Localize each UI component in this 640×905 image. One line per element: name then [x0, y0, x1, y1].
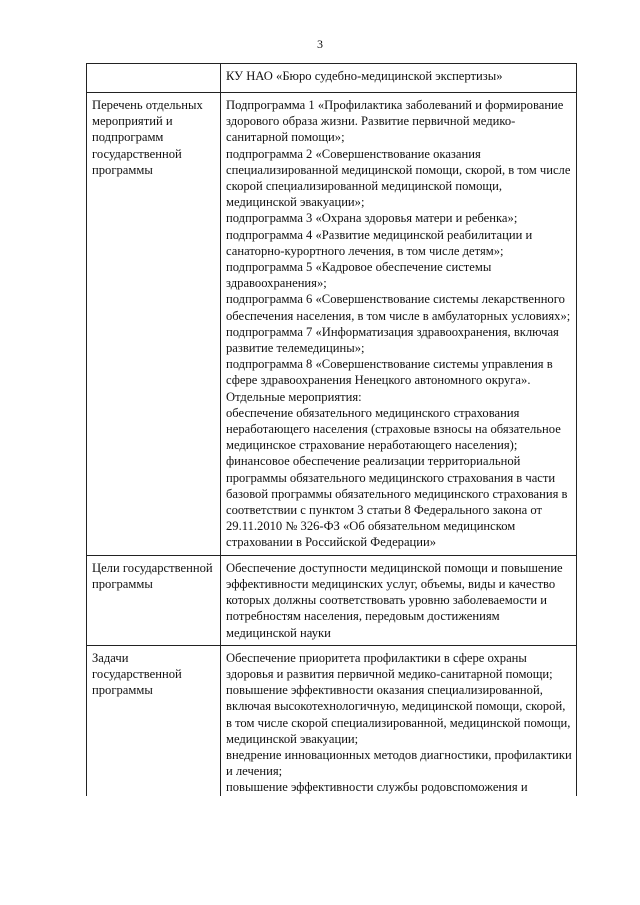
- content-line: внедрение инновационных методов диагностики, профилактики и лечения;: [226, 747, 572, 779]
- content-line: повышение эффективности оказания специализированной, включая высокотехнологичную, медицинской помощи, скорой, в том числе скорой специализированной, медицинской помощи, медицинской эвакуации;: [226, 683, 571, 746]
- content-line: КУ НАО «Бюро судебно-медицинской экспертизы»: [226, 69, 503, 83]
- row-content: [221, 93, 577, 556]
- table-row: [87, 555, 577, 645]
- row-label: Цели государственной программы: [87, 555, 221, 645]
- row-label: Перечень отдельных мероприятий и подпрограмм государственной программы: [87, 93, 221, 556]
- page-number: 3: [317, 37, 323, 51]
- content-line: подпрограмма 7 «Информатизация здравоохранения, включая развитие телемедицины»;: [226, 324, 559, 356]
- row-content: [221, 64, 577, 93]
- row-content: [221, 555, 577, 645]
- program-passport-table: [86, 63, 577, 796]
- table-row: [87, 64, 577, 93]
- content-line: подпрограмма 6 «Совершенствование системы лекарственного обеспечения населения, в том числе в амбулаторных условиях»;: [226, 292, 571, 323]
- content-line: подпрограмма 3 «Охрана здоровья матери и ребенка»;: [226, 211, 518, 226]
- content-line: Отдельные мероприятия:: [226, 389, 362, 404]
- row-content: [221, 645, 577, 795]
- content-line: финансовое обеспечение реализации территориальной программы обязательного медицинского страхования в части базовой программы обязательного медицинского страхования в соответствии с пунктом 3 статьи 8 Федерального закона от 29.11.2010 № 326-ФЗ «Об обязательном медицинском страховании в Российской Федерации»: [226, 454, 568, 550]
- row-label: Задачи государственной программы: [87, 645, 221, 795]
- table-row: [87, 93, 577, 556]
- row-label: [87, 64, 221, 93]
- content-line: обеспечение обязательного медицинского страхования неработающего населения (страховые взносы на обязательное медицинское страхование неработающего населения);: [226, 405, 561, 453]
- content-line: подпрограмма 8 «Совершенствование системы управления в сфере здравоохранения Ненецкого автономного округа».: [226, 357, 553, 388]
- content-line: подпрограмма 4 «Развитие медицинской реабилитации и санаторно-курортного лечения, в том числе детям»;: [226, 227, 533, 258]
- content-line: подпрограмма 5 «Кадровое обеспечение системы здравоохранения»;: [226, 260, 492, 291]
- content-line: Обеспечение доступности медицинской помощи и повышение эффективности медицинских услуг, объемы, виды и качество которых должны соответствовать уровню заболеваемости и потребностям населения, передовым достижениям медицинской науки: [226, 560, 563, 640]
- content-line: Обеспечение приоритета профилактики в сфере охраны здоровья и развития первичной медико-санитарной помощи;: [226, 650, 553, 681]
- table-row: [87, 645, 577, 795]
- content-line: повышение эффективности службы родовспоможения и: [226, 780, 528, 795]
- content-line: подпрограмма 2 «Совершенствование оказания специализированной медицинской помощи, скорой, в том числе скорой специализированной медицинской помощи, медицинской эвакуации»;: [226, 146, 571, 210]
- content-line: Подпрограмма 1 «Профилактика заболеваний и формирование здорового образа жизни. Развитие первичной медико-санитарной помощи»;: [226, 98, 564, 145]
